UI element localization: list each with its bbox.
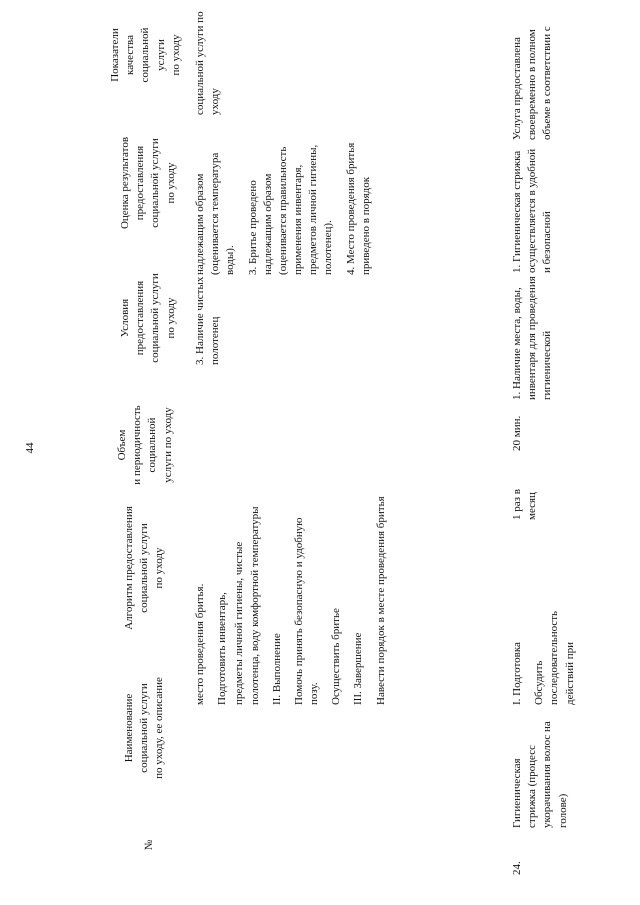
continued-indicators: социальной услуги по уходу	[194, 11, 222, 115]
header-volume: Объем и периодичность социальной услуги по уходу	[116, 405, 174, 485]
header-no: №	[143, 839, 155, 851]
page-number: 44	[24, 442, 36, 454]
row-24-number: 24.	[511, 861, 523, 875]
continued-conditions: 3. Наличие чистых полотенец	[194, 276, 222, 365]
header-indicators: Показатели качества социальной услуги по уходу	[109, 27, 182, 83]
row-24-conditions: 1. Наличие места, воды, инвентаря для проведения гигиенической	[511, 276, 554, 400]
header-name: Наименование социальной услуги по уходу, ее описание	[123, 677, 166, 779]
continued-algorithm: место проведения бритья. Подготовить инвентарь, предметы личной гигиены, чистые полотенца, воду комфортной температуры II. Выполнение Помочь принять безопасную и удобную позу. Осуществить бритье III. Завершение Навести порядок в месте проведения бритья	[194, 496, 387, 705]
row-24-indicators: Услуга предоставлена своевременно в полном объеме в соответствии с	[511, 26, 554, 140]
row-24-name: Гигиеническая стрижка (процесс укорачивания волос на голове)	[511, 721, 569, 828]
header-conditions: Условия предоставления социальной услуги по уходу	[119, 273, 177, 363]
row-24-volume-frequency: 1 раз в месяц	[511, 489, 539, 520]
row-24-volume-time: 20 мин.	[511, 415, 523, 451]
header-evaluation: Оценка результатов предоставления социальной услуги по уходу	[119, 136, 177, 230]
row-24-algorithm: I. Подготовка Обсудить последовательность действий при	[511, 610, 576, 705]
header-algorithm: Алгоритм предоставления социальной услуги по уходу	[123, 506, 166, 630]
continued-evaluation: надлежащим образом (оценивается температура воды). 3. Бритье проведено надлежащим образом (оценивается правильность применения инвентаря, предметов личной гигиены, полотенец). 4. Место проведения бритья приведено в порядок	[194, 142, 372, 275]
row-24-evaluation: 1. Гигиеническая стрижка осуществляется в удобной и безопасной	[511, 148, 554, 273]
